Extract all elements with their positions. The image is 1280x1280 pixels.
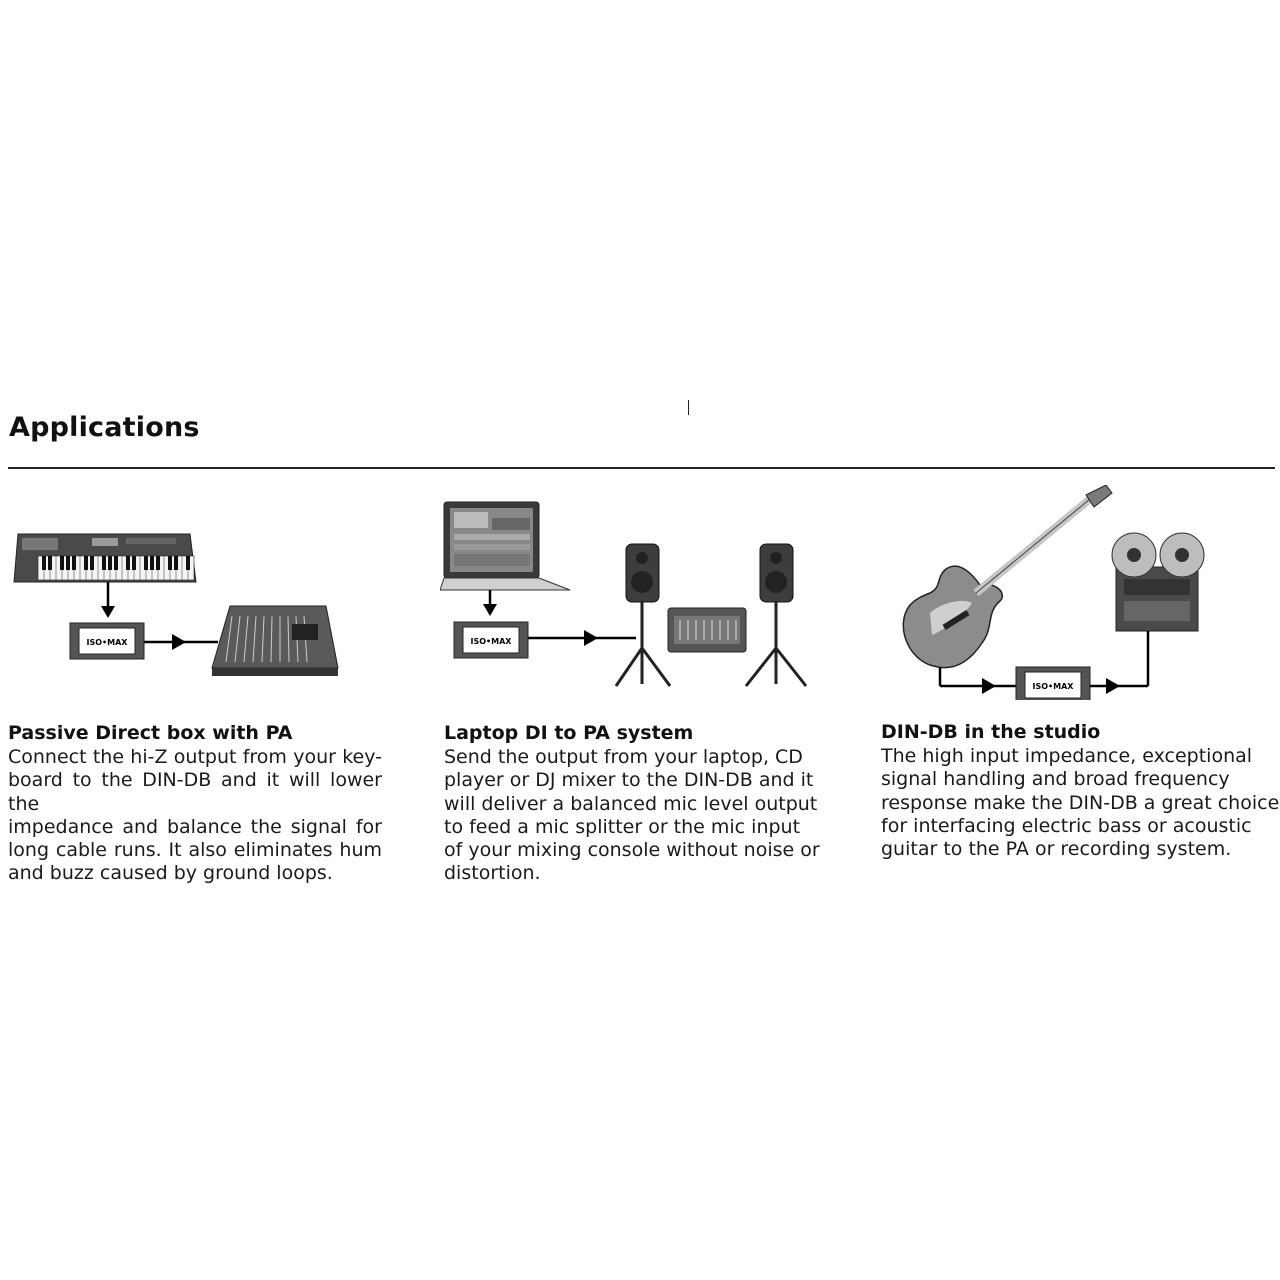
body-line: board to the DIN-DB and it will lower the (8, 769, 382, 815)
tape-recorder-illustration (1112, 533, 1204, 631)
isomax-box (454, 622, 528, 658)
isomax-label: ISO•MAX (86, 638, 128, 647)
body-line: player or DJ mixer to the DIN-DB and it (444, 769, 814, 792)
body-line: Send the output from your laptop, CD (444, 746, 803, 768)
body-line: to feed a mic splitter or the mic input (444, 815, 801, 838)
body-line: of your mixing console without noise or (444, 839, 820, 862)
diagram-keyboard-to-mixer (0, 520, 380, 690)
signal-line-to-recorder (1090, 631, 1148, 694)
isomax-label: ISO•MAX (1032, 682, 1074, 691)
diagram-laptop-to-pa (440, 498, 820, 693)
speaker-right-illustration (746, 544, 806, 686)
column-title-studio: DIN-DB in the studio (881, 721, 1101, 743)
column-title-laptop-di: Laptop DI to PA system (444, 722, 694, 744)
body-line: The high input impedance, exceptional (881, 745, 1253, 767)
signal-arrow-down (101, 582, 115, 618)
mixer-amp-illustration (668, 608, 746, 652)
body-line: Connect the hi-Z output from your key- (8, 746, 382, 768)
section-divider (8, 467, 1275, 469)
bass-guitar-illustration (903, 485, 1112, 668)
column-body-studio (881, 745, 1280, 861)
mixer-illustration (212, 606, 338, 676)
body-line: for interfacing electric bass or acoustic (881, 814, 1252, 837)
signal-line-from-bass (940, 667, 1016, 694)
isomax-label: ISO•MAX (470, 637, 512, 646)
isomax-box (70, 623, 144, 659)
isomax-box (1016, 667, 1090, 700)
section-title: Applications (9, 412, 200, 443)
body-line: impedance and balance the signal for (8, 815, 382, 838)
body-line: signal handling and broad frequency (881, 768, 1230, 791)
body-line: and buzz caused by ground loops. (8, 862, 333, 885)
signal-arrow-down (483, 590, 497, 616)
keyboard-illustration (14, 534, 196, 582)
diagram-bass-to-recorder (890, 485, 1220, 700)
body-line: long cable runs. It also eliminates hum (8, 839, 382, 862)
body-line: response make the DIN-DB a great choice (881, 791, 1280, 814)
body-line: will deliver a balanced mic level output (444, 792, 818, 815)
body-line: distortion. (444, 862, 541, 885)
signal-arrow-right (144, 634, 218, 650)
column-title-passive-di: Passive Direct box with PA (8, 722, 293, 744)
speaker-left-illustration (616, 544, 670, 686)
body-line: guitar to the PA or recording system. (881, 838, 1232, 861)
column-body-passive-di (8, 746, 382, 886)
column-body-laptop-di (444, 746, 824, 886)
text-cursor-mark (688, 400, 689, 415)
laptop-illustration (440, 502, 570, 590)
signal-arrow-right (528, 630, 636, 646)
